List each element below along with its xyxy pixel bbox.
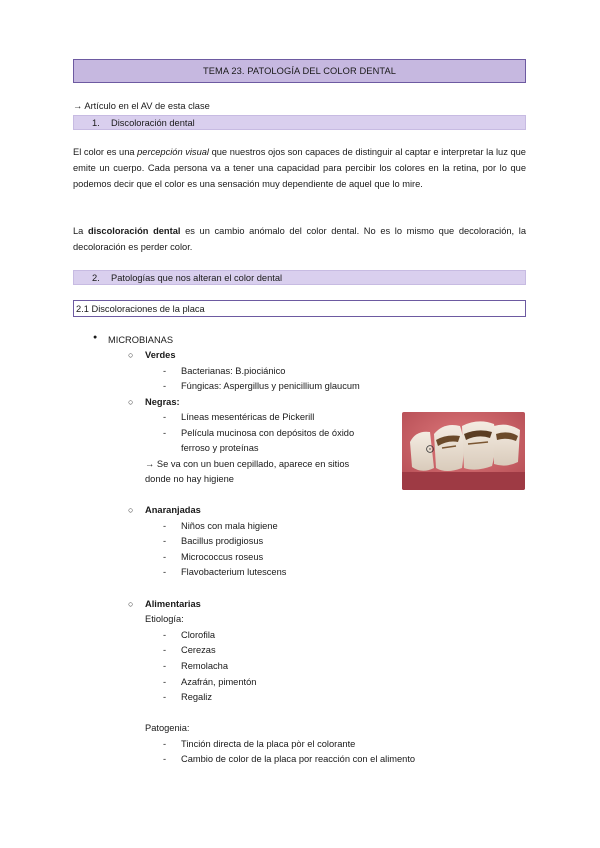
paragraph-discoloration-definition [73,224,526,256]
sub-bullet-icon: ○ [128,397,134,407]
list-item: Niños con mala higiene [181,521,278,531]
sub-bullet-icon: ○ [128,350,134,360]
list-item-alimentarias: Alimentarias [145,599,201,609]
list-item: Azafrán, pimentón [181,677,257,687]
bullet-icon: ● [93,334,98,341]
sub-bullet-icon: ○ [128,505,134,515]
dash-icon: - [163,366,167,376]
dash-icon: - [163,521,167,531]
para-bold: discoloración dental [87,226,181,236]
list-item: Remolacha [181,661,229,671]
intro-note: → Artículo en el AV de esta clase [73,101,210,111]
dash-icon: - [163,552,167,562]
etiologia-label: Etiología: [145,614,184,624]
dash-icon: - [163,677,167,687]
section-heading-2 [73,270,526,285]
para-text: La [73,226,88,236]
para-text: que nuestros ojos son capaces de distinguir al captar e interpretar la luz que emite un cuerpo. Cada persona va a tener una capacidad para percibir los colores en la retina, por lo que podemos decir que el color es una sensación muy dependiente de aquel que lo mire. [73,147,526,189]
negras-note: donde no hay higiene [145,474,234,484]
list-item-negras: Negras: [145,397,180,407]
dash-icon: - [163,630,167,640]
negras-note: → Se va con un buen cepillado, aparece en sitios [145,459,350,469]
list-item: Bacterianas: B.piociánico [181,366,286,376]
section-title: Discoloración dental [111,117,195,128]
para-text: El color es una [73,147,138,157]
paragraph-color-definition [73,145,526,192]
list-item: Tinción directa de la placa pòr el colorante [181,739,356,749]
para-text: es un cambio anómalo del color dental. No es lo mismo que decoloración, la decoloración es perder color. [73,226,526,252]
list-item-microbianas: MICROBIANAS [108,335,174,345]
stained-teeth-photo [402,412,525,490]
dash-icon: - [163,692,167,702]
list-item-verdes: Verdes [145,350,176,360]
dash-icon: - [163,567,167,577]
list-item: Fúngicas: Aspergillus y penicillium glaucum [181,381,360,391]
section-title: Patologías que nos alteran el color dental [111,272,283,283]
dash-icon: - [163,381,167,391]
dash-icon: - [163,645,167,655]
list-item: Cambio de color de la placa por reacción con el alimento [181,754,416,764]
dash-icon: - [163,754,167,764]
dash-icon: - [163,428,167,438]
list-item: Regaliz [181,692,213,702]
list-item-anaranjadas: Anaranjadas [145,505,201,515]
document-title: TEMA 23. PATOLOGÍA DEL COLOR DENTAL [202,66,397,76]
section-number: 2. [92,272,100,283]
subsection-title: 2.1 Discoloraciones de la placa [76,303,205,314]
dash-icon: - [163,536,167,546]
list-item: Bacillus prodigiosus [181,536,264,546]
document-title-bar [73,59,526,83]
list-item-continuation: ferroso y proteínas [181,443,259,453]
list-item: Clorofila [181,630,216,640]
patogenia-label: Patogenia: [145,723,190,733]
teeth-image-icon [402,412,525,490]
sub-bullet-icon: ○ [128,599,134,609]
dash-icon: - [163,661,167,671]
list-item: Película mucinosa con depósitos de óxido [181,428,355,438]
section-number: 1. [92,117,100,128]
list-item: Flavobacterium lutescens [181,567,287,577]
list-item: Líneas mesentéricas de Pickerill [181,412,315,422]
para-emphasis: percepción visual [137,147,209,157]
list-item: Cerezas [181,645,216,655]
list-item: Micrococcus roseus [181,552,264,562]
subsection-heading [73,300,526,317]
dash-icon: - [163,739,167,749]
section-heading-1 [73,115,526,130]
dash-icon: - [163,412,167,422]
